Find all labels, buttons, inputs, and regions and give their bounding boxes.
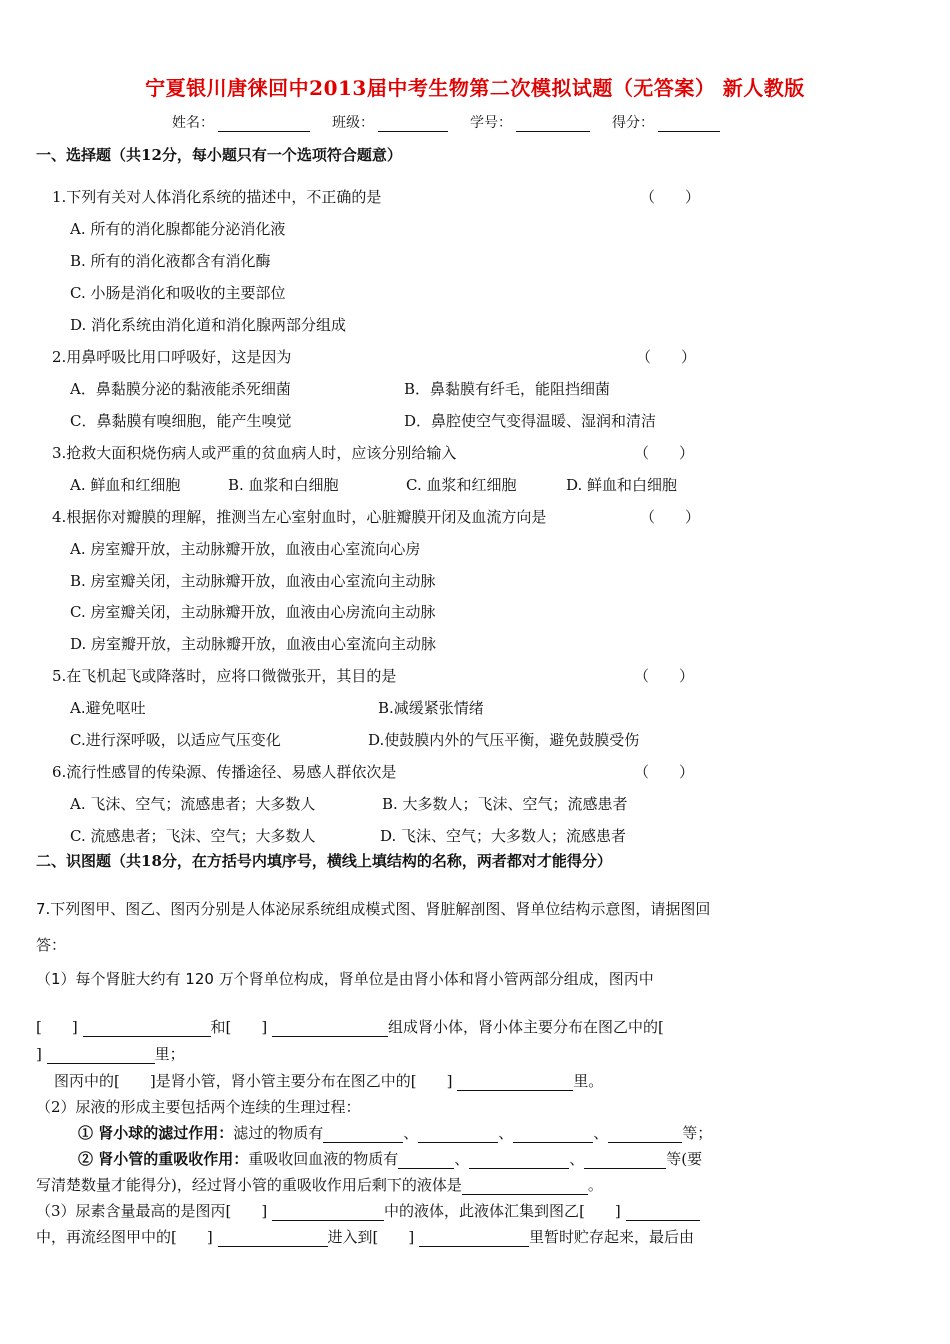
p1-line4-end: 里。 [573,1072,604,1090]
answer-blank[interactable] [418,1126,498,1143]
score-label: 得分： [612,115,654,131]
answer-blank[interactable] [513,1126,593,1143]
p3-line1-mid: 中的液体，此液体汇集到图乙 [384,1202,580,1220]
p1-line4 [54,1070,603,1091]
p2-item2-text: 重吸收回血液的物质有 [248,1150,399,1168]
p3-line2 [36,1226,694,1247]
bracket-blank[interactable]: [ ] [114,1072,156,1090]
p1-mid-text: 组成肾小体，肾小体主要分布在图乙中的 [388,1018,659,1036]
q2-stem: 2.用鼻呼吸比用口呼吸好，这是因为 [52,348,292,366]
q1-option-b: B. 所有的消化液都含有消化酶 [70,252,271,270]
answer-blank[interactable] [83,1020,211,1037]
answer-blank[interactable] [398,1152,454,1169]
student-info-row [172,112,720,132]
section1-heading: 一、选择题（共12分，每小题只有一个选项符合题意） [36,146,402,164]
q2-option-d: D．鼻腔使空气变得温暖、湿润和清洁 [404,412,657,430]
q6-answer-paren[interactable]: （ ） [634,763,695,781]
q3-option-d: D. 鲜血和白细胞 [566,476,678,494]
q2-option-c: C．鼻黏膜有嗅细胞，能产生嗅觉 [70,412,292,430]
class-label: 班级： [332,115,374,131]
q5-stem: 5.在飞机起飞或降落时，应将口微微张开，其目的是 [52,667,397,685]
p2-item1-end: 等； [682,1124,713,1142]
p2-item2: ② 肾小管的重吸收作用：重吸收回血液的物质有 、 、 等(要 [78,1150,703,1168]
q5-option-a: A.避免呕吐 [70,699,146,717]
q3-option-a: A. 鲜血和红细胞 [70,476,181,494]
p2-item1: ① 肾小球的滤过作用：滤过的物质有 、 、 、 等； [78,1124,713,1142]
q1-option-d: D. 消化系统由消化道和消化腺两部分组成 [70,316,347,334]
bracket-close[interactable]: ] [36,1045,42,1063]
p1-line3 [36,1043,185,1064]
p3-line2-start: 中，再流经图甲中的 [36,1228,172,1246]
bracket-blank[interactable]: [ ] [410,1072,453,1090]
p1-and-text: 和 [210,1018,226,1036]
class-blank[interactable] [378,117,448,132]
answer-blank[interactable] [323,1126,403,1143]
p2-item1-title: ① 肾小球的滤过作用： [78,1124,234,1142]
p1-line4-start: 图丙中的 [54,1072,115,1090]
q4-answer-paren[interactable]: （ ） [640,508,701,526]
p1-line2 [36,1016,664,1037]
q6-option-c: C. 流感患者；飞沫、空气；大多数人 [70,827,316,845]
q4-option-b: B. 房室瓣关闭，主动脉瓣开放，血液由心室流向主动脉 [70,572,436,590]
bracket-blank[interactable]: [ ] [579,1202,621,1220]
q4-option-d: D. 房室瓣开放，主动脉瓣开放，血液由心室流向主动脉 [70,635,437,653]
answer-blank[interactable] [272,1020,388,1037]
p3-line2-end: 里暂时贮存起来，最后由 [529,1228,695,1246]
p1-line3-end: 里； [154,1045,185,1063]
answer-blank[interactable] [608,1126,682,1143]
number-blank[interactable] [516,117,590,132]
p2-line1: （2）尿液的形成主要包括两个连续的生理过程： [36,1098,361,1116]
q3-stem: 3.抢救大面积烧伤病人或严重的贫血病人时，应该分别给输入 [52,444,457,462]
bracket-blank[interactable]: [ ] [225,1018,268,1036]
q6-option-d: D. 飞沫、空气；大多数人；流感患者 [380,827,627,845]
p2-line3-text: 写清楚数量才能得分)，经过肾小管的重吸收作用后剩下的液体是 [36,1176,462,1194]
answer-blank[interactable] [457,1074,573,1091]
q3-option-c: C. 血浆和红细胞 [406,476,517,494]
q5-option-b: B.减缓紧张情绪 [378,699,484,717]
answer-blank[interactable] [469,1152,569,1169]
answer-blank[interactable] [626,1204,700,1221]
p1-line4-mid: 是肾小管，肾小管主要分布在图乙中的 [155,1072,411,1090]
answer-blank[interactable] [47,1047,155,1064]
p3-line2-mid: 进入到 [327,1228,373,1246]
q2-answer-paren[interactable]: （ ） [636,348,697,366]
answer-blank[interactable] [419,1230,529,1247]
q6-option-b: B. 大多数人；飞沫、空气；流感患者 [382,795,628,813]
p3-line1 [36,1200,700,1221]
number-label: 学号： [470,115,512,131]
q2-option-a: A．鼻黏膜分泌的黏液能杀死细菌 [70,380,291,398]
p3-line1-start: （3）尿素含量最高的是图丙 [36,1202,226,1220]
page-title: 宁夏银川唐徕回中2013届中考生物第二次模拟试题（无答案） 新人教版 [145,76,805,100]
q2-option-b: B．鼻黏膜有纤毛，能阻挡细菌 [404,380,611,398]
answer-blank[interactable] [218,1230,328,1247]
q7-stem-line1: 7.下列图甲、图乙、图丙分别是人体泌尿系统组成模式图、肾脏解剖图、肾单位结构示意图，请据图回 [36,900,711,918]
q4-option-c: C. 房室瓣关闭，主动脉瓣开放，血液由心房流向主动脉 [70,603,436,621]
p2-line3-end: 。 [587,1176,603,1194]
bracket-blank[interactable]: [ ] [36,1018,78,1036]
q1-answer-paren[interactable]: （ ） [640,188,701,206]
name-label: 姓名： [172,115,214,131]
q3-answer-paren[interactable]: （ ） [634,444,695,462]
q6-option-a: A. 飞沫、空气；流感患者；大多数人 [70,795,316,813]
q6-stem: 6.流行性感冒的传染源、传播途径、易感人群依次是 [52,763,397,781]
q5-option-d: D.使鼓膜内外的气压平衡，避免鼓膜受伤 [368,731,640,749]
section2-heading: 二、识图题（共18分，在方括号内填序号，横线上填结构的名称，两者都对才能得分） [36,852,612,870]
q5-answer-paren[interactable]: （ ） [634,667,695,685]
q3-option-b: B. 血浆和白细胞 [228,476,339,494]
q1-stem: 1.下列有关对人体消化系统的描述中，不正确的是 [52,188,382,206]
q4-option-a: A. 房室瓣开放，主动脉瓣开放，血液由心室流向心房 [70,540,421,558]
bracket-blank[interactable]: [ ] [225,1202,268,1220]
bracket-blank[interactable]: [ ] [372,1228,415,1246]
q4-stem: 4.根据你对瓣膜的理解，推测当左心室射血时，心脏瓣膜开闭及血流方向是 [52,508,547,526]
p2-line3 [36,1174,603,1195]
bracket-blank[interactable]: [ ] [171,1228,213,1246]
p2-item2-end: 等(要 [666,1150,703,1168]
q7-stem-line2: 答： [36,936,67,954]
p1-line1: （1）每个肾脏大约有 120 万个肾单位构成，肾单位是由肾小体和肾小管两部分组成，图丙中 [36,970,654,988]
p2-item2-title: ② 肾小管的重吸收作用： [78,1150,249,1168]
q5-option-c: C.进行深呼吸，以适应气压变化 [70,731,281,749]
answer-blank[interactable] [584,1152,666,1169]
bracket-open[interactable]: [ [658,1018,664,1036]
name-blank[interactable] [218,117,310,132]
score-blank[interactable] [658,117,720,132]
answer-blank[interactable] [462,1178,588,1195]
answer-blank[interactable] [272,1204,384,1221]
q1-option-a: A. 所有的消化腺都能分泌消化液 [70,220,286,238]
q1-option-c: C. 小肠是消化和吸收的主要部位 [70,284,286,302]
p2-item1-text: 滤过的物质有 [233,1124,324,1142]
